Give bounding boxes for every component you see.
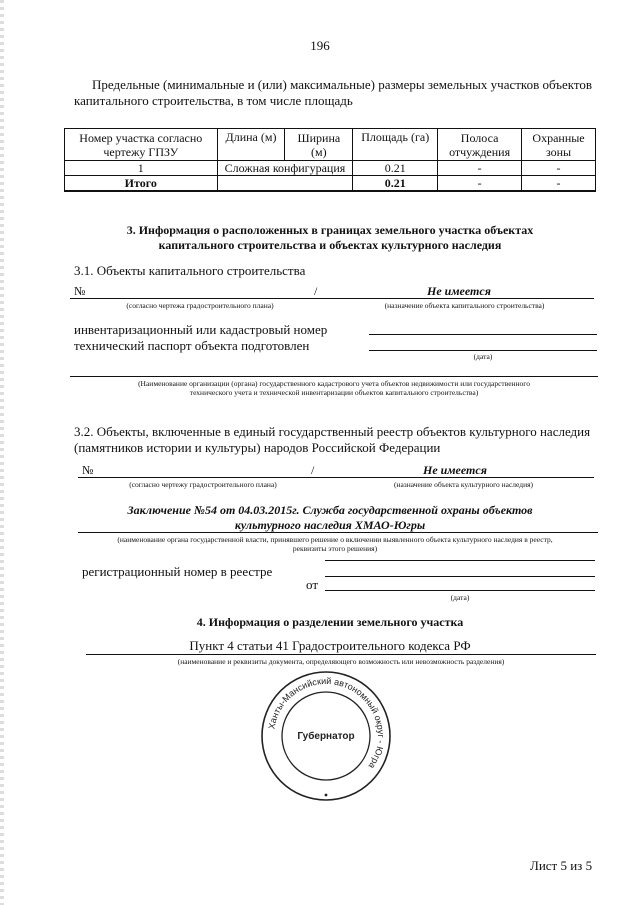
not-present-1: Не имеется (427, 284, 491, 298)
section4-title: 4. Информация о разделении земельного участка (196, 615, 464, 629)
page-number: 196 (310, 38, 330, 53)
official-stamp (258, 668, 394, 804)
from-label: от (306, 577, 319, 592)
registry-line-top (325, 560, 595, 561)
conclusion-line-1: Заключение №54 от 04.03.2015г. Служба государственной охраны объектов (127, 503, 533, 517)
cell-total-zones: - (522, 176, 596, 192)
registry-number-line (325, 576, 595, 577)
inventory-number-line (369, 334, 597, 335)
cell-config: Сложная конфигурация (217, 161, 353, 176)
caption-purpose: (назначение объекта капитального строительства) (384, 301, 545, 310)
inventory-line-2: технический паспорт объекта подготовлен (74, 338, 310, 353)
header-width: Ширина (м) (285, 129, 353, 161)
cell-strip: - (438, 161, 522, 176)
caption-drawing: (согласно чертежа градостроительного плана) (126, 301, 274, 310)
caption-document: (наименование и реквизиты документа, определяющего возможность или невозможность разделения) (177, 657, 505, 666)
table-row (65, 161, 596, 176)
stamp-ring-text: Ханты-Мансийский автономный округ - Югра (266, 675, 387, 771)
caption-date-2: (дата) (450, 593, 470, 602)
not-present-2: Не имеется (423, 463, 487, 477)
passport-date-line (369, 350, 597, 351)
inventory-line-1: инвентаризационный или кадастровый номер (74, 322, 328, 337)
header-strip: Полоса отчуждения (438, 129, 522, 161)
organization-line (70, 376, 598, 377)
cell-zones: - (522, 161, 596, 176)
caption-authority-1: (наименование органа государственной власти, принявшего решение о включении выявленного объекта культурного наследия в реестр, (117, 535, 553, 544)
intro-line-1: Предельные (минимальные и (или) максимальные) размеры земельных участков объектов (92, 77, 593, 92)
cell-total-area: 0.21 (353, 176, 438, 192)
header-length: Длина (м) (217, 129, 285, 161)
table-header-row (65, 129, 596, 161)
caption-organization-2: технического учета и технической инвентаризации объектов капитального строительства) (189, 388, 479, 397)
subsection-3-1: 3.1. Объекты капитального строительства (74, 263, 306, 278)
area-table (64, 128, 596, 192)
underline (70, 298, 594, 299)
scan-edge (0, 0, 4, 905)
table-total-row (65, 176, 596, 192)
conclusion-underline (78, 532, 598, 533)
section3-title-2: капитального строительства и объектах культурного наследия (158, 238, 502, 252)
registry-date-line (325, 590, 595, 591)
header-zones: Охранные зоны (522, 129, 596, 161)
caption-authority-2: реквизиты этого решения) (292, 544, 378, 553)
caption-organization-1: (Наименование организации (органа) государственного кадастрового учета объектов недвижимости или государственного (138, 379, 530, 388)
stamp-dot (325, 794, 328, 797)
section4-document: Пункт 4 статьи 41 Градостроительного кодекса РФ (189, 638, 471, 653)
conclusion-line-2: культурного наследия ХМАО-Югры (234, 518, 426, 532)
subsection-3-2-line-2: (памятников истории и культуры) народов Российской Федерации (74, 440, 441, 455)
underline-2 (78, 477, 594, 478)
sheet-number: Лист 5 из 5 (530, 858, 593, 873)
section4-underline (86, 654, 596, 655)
slash: / (314, 284, 318, 298)
cell-area: 0.21 (353, 161, 438, 176)
caption-date-1: (дата) (473, 352, 493, 361)
cell-number: 1 (65, 161, 218, 176)
number-sign-2: № (82, 463, 94, 477)
stamp-center-text: Губернатор (297, 731, 355, 742)
subsection-3-2-line-1: 3.2. Объекты, включенные в единый государственный реестр объектов культурного наследия (74, 424, 591, 439)
intro-line-2: капитального строительства, в том числе площадь (74, 93, 353, 108)
registry-number-label: регистрационный номер в реестре (82, 564, 273, 579)
cell-total-label: Итого (65, 176, 218, 192)
number-sign: № (74, 284, 86, 298)
slash-2: / (311, 463, 315, 477)
cell-total-empty (217, 176, 353, 192)
cell-total-strip: - (438, 176, 522, 192)
section3-title-1: 3. Информация о расположенных в границах земельного участка объектах (126, 223, 534, 237)
header-plot-number: Номер участка согласно чертежу ГПЗУ (65, 129, 218, 161)
caption-drawing-2: (согласно чертежу градостроительного плана) (129, 480, 277, 489)
header-area: Площадь (га) (353, 129, 438, 161)
caption-purpose-2: (назначение объекта культурного наследия) (393, 480, 534, 489)
